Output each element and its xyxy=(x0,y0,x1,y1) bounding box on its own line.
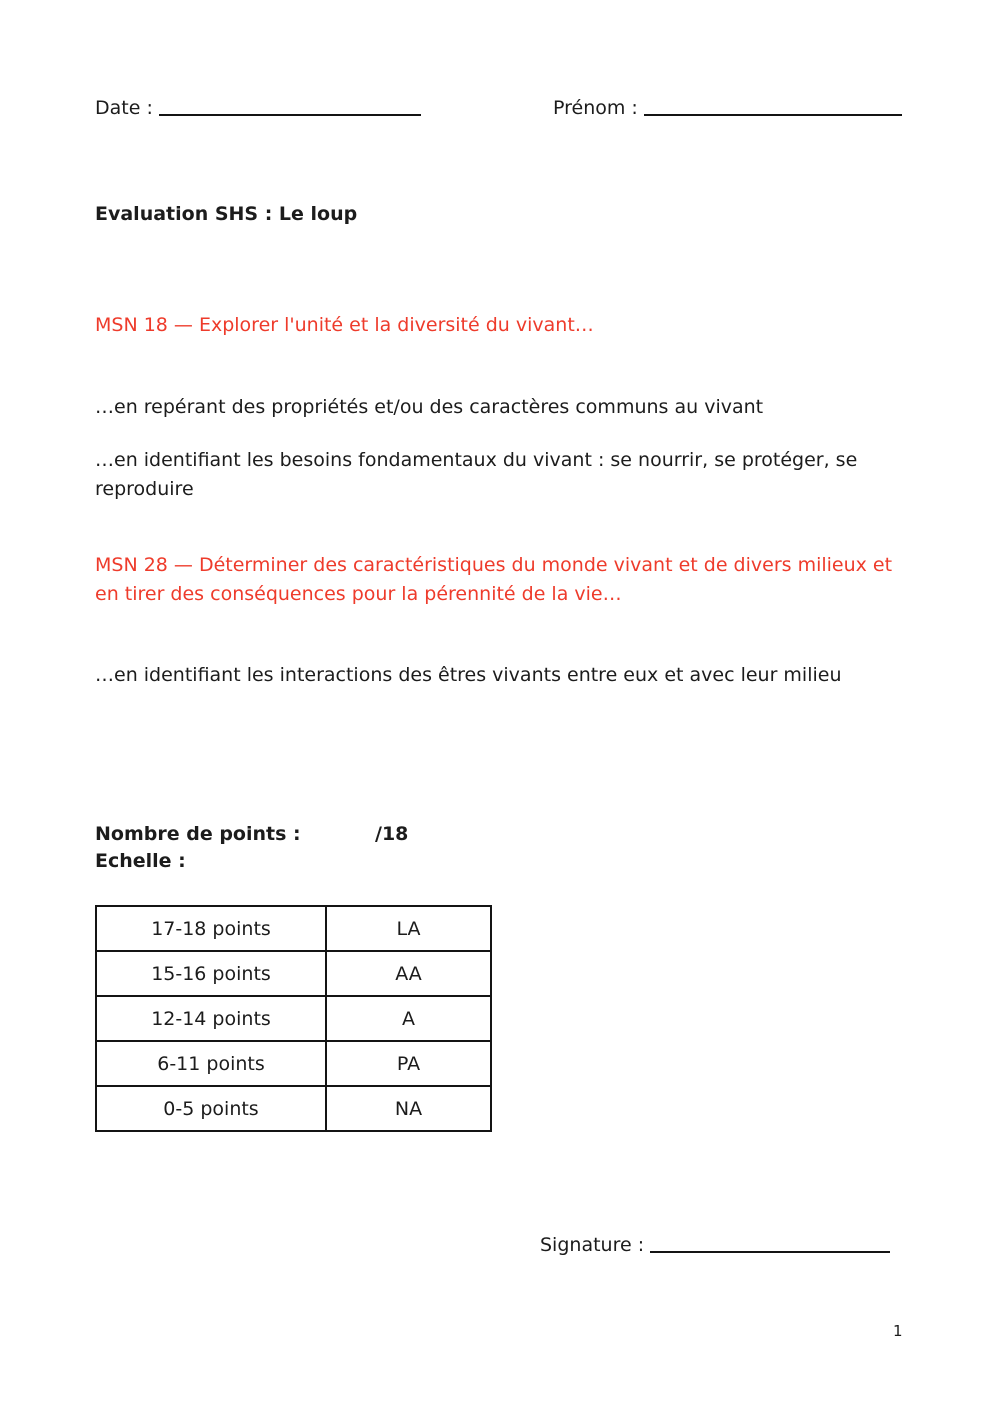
date-blank-line xyxy=(159,98,421,116)
signature-blank-line xyxy=(650,1235,890,1253)
scale-grade-cell: LA xyxy=(326,906,491,951)
msn28-heading: MSN 28 — Déterminer des caractéristiques du monde vivant et de divers milieux et en tirer des conséquences pour la pérennité de la vie… xyxy=(95,554,893,606)
grading-scale-table xyxy=(95,905,492,1132)
signature-label: Signature : xyxy=(540,1234,645,1256)
scale-grade-cell: A xyxy=(326,996,491,1041)
table-row xyxy=(96,1041,491,1086)
prenom-label: Prénom : xyxy=(553,97,638,119)
msn18-point2: …en identifiant les besoins fondamentaux du vivant : se nourrir, se protéger, se reproduire xyxy=(95,449,858,501)
scale-range-cell: 0-5 points xyxy=(96,1086,326,1131)
scale-label: Echelle : xyxy=(95,850,186,872)
scale-range-cell: 17-18 points xyxy=(96,906,326,951)
table-row xyxy=(96,996,491,1041)
prenom-field xyxy=(553,94,902,123)
scale-grade-cell: AA xyxy=(326,951,491,996)
prenom-blank-line xyxy=(644,98,902,116)
table-row xyxy=(96,906,491,951)
date-field xyxy=(95,94,421,123)
scale-range-cell: 6-11 points xyxy=(96,1041,326,1086)
date-label: Date : xyxy=(95,97,153,119)
points-label: Nombre de points : xyxy=(95,823,301,845)
msn18-point1: …en repérant des propriétés et/ou des caractères communs au vivant xyxy=(95,396,764,418)
points-value: /18 xyxy=(375,823,409,845)
scale-range-cell: 15-16 points xyxy=(96,951,326,996)
page-number: 1 xyxy=(893,1322,903,1340)
table-row xyxy=(96,1086,491,1131)
scale-grade-cell: PA xyxy=(326,1041,491,1086)
signature-field xyxy=(540,1231,890,1260)
scale-range-cell: 12-14 points xyxy=(96,996,326,1041)
table-row xyxy=(96,951,491,996)
scale-grade-cell: NA xyxy=(326,1086,491,1131)
msn18-heading: MSN 18 — Explorer l'unité et la diversité du vivant… xyxy=(95,314,594,336)
page-title: Evaluation SHS : Le loup xyxy=(95,203,358,225)
msn28-point1: …en identifiant les interactions des êtres vivants entre eux et avec leur milieu xyxy=(95,664,842,686)
